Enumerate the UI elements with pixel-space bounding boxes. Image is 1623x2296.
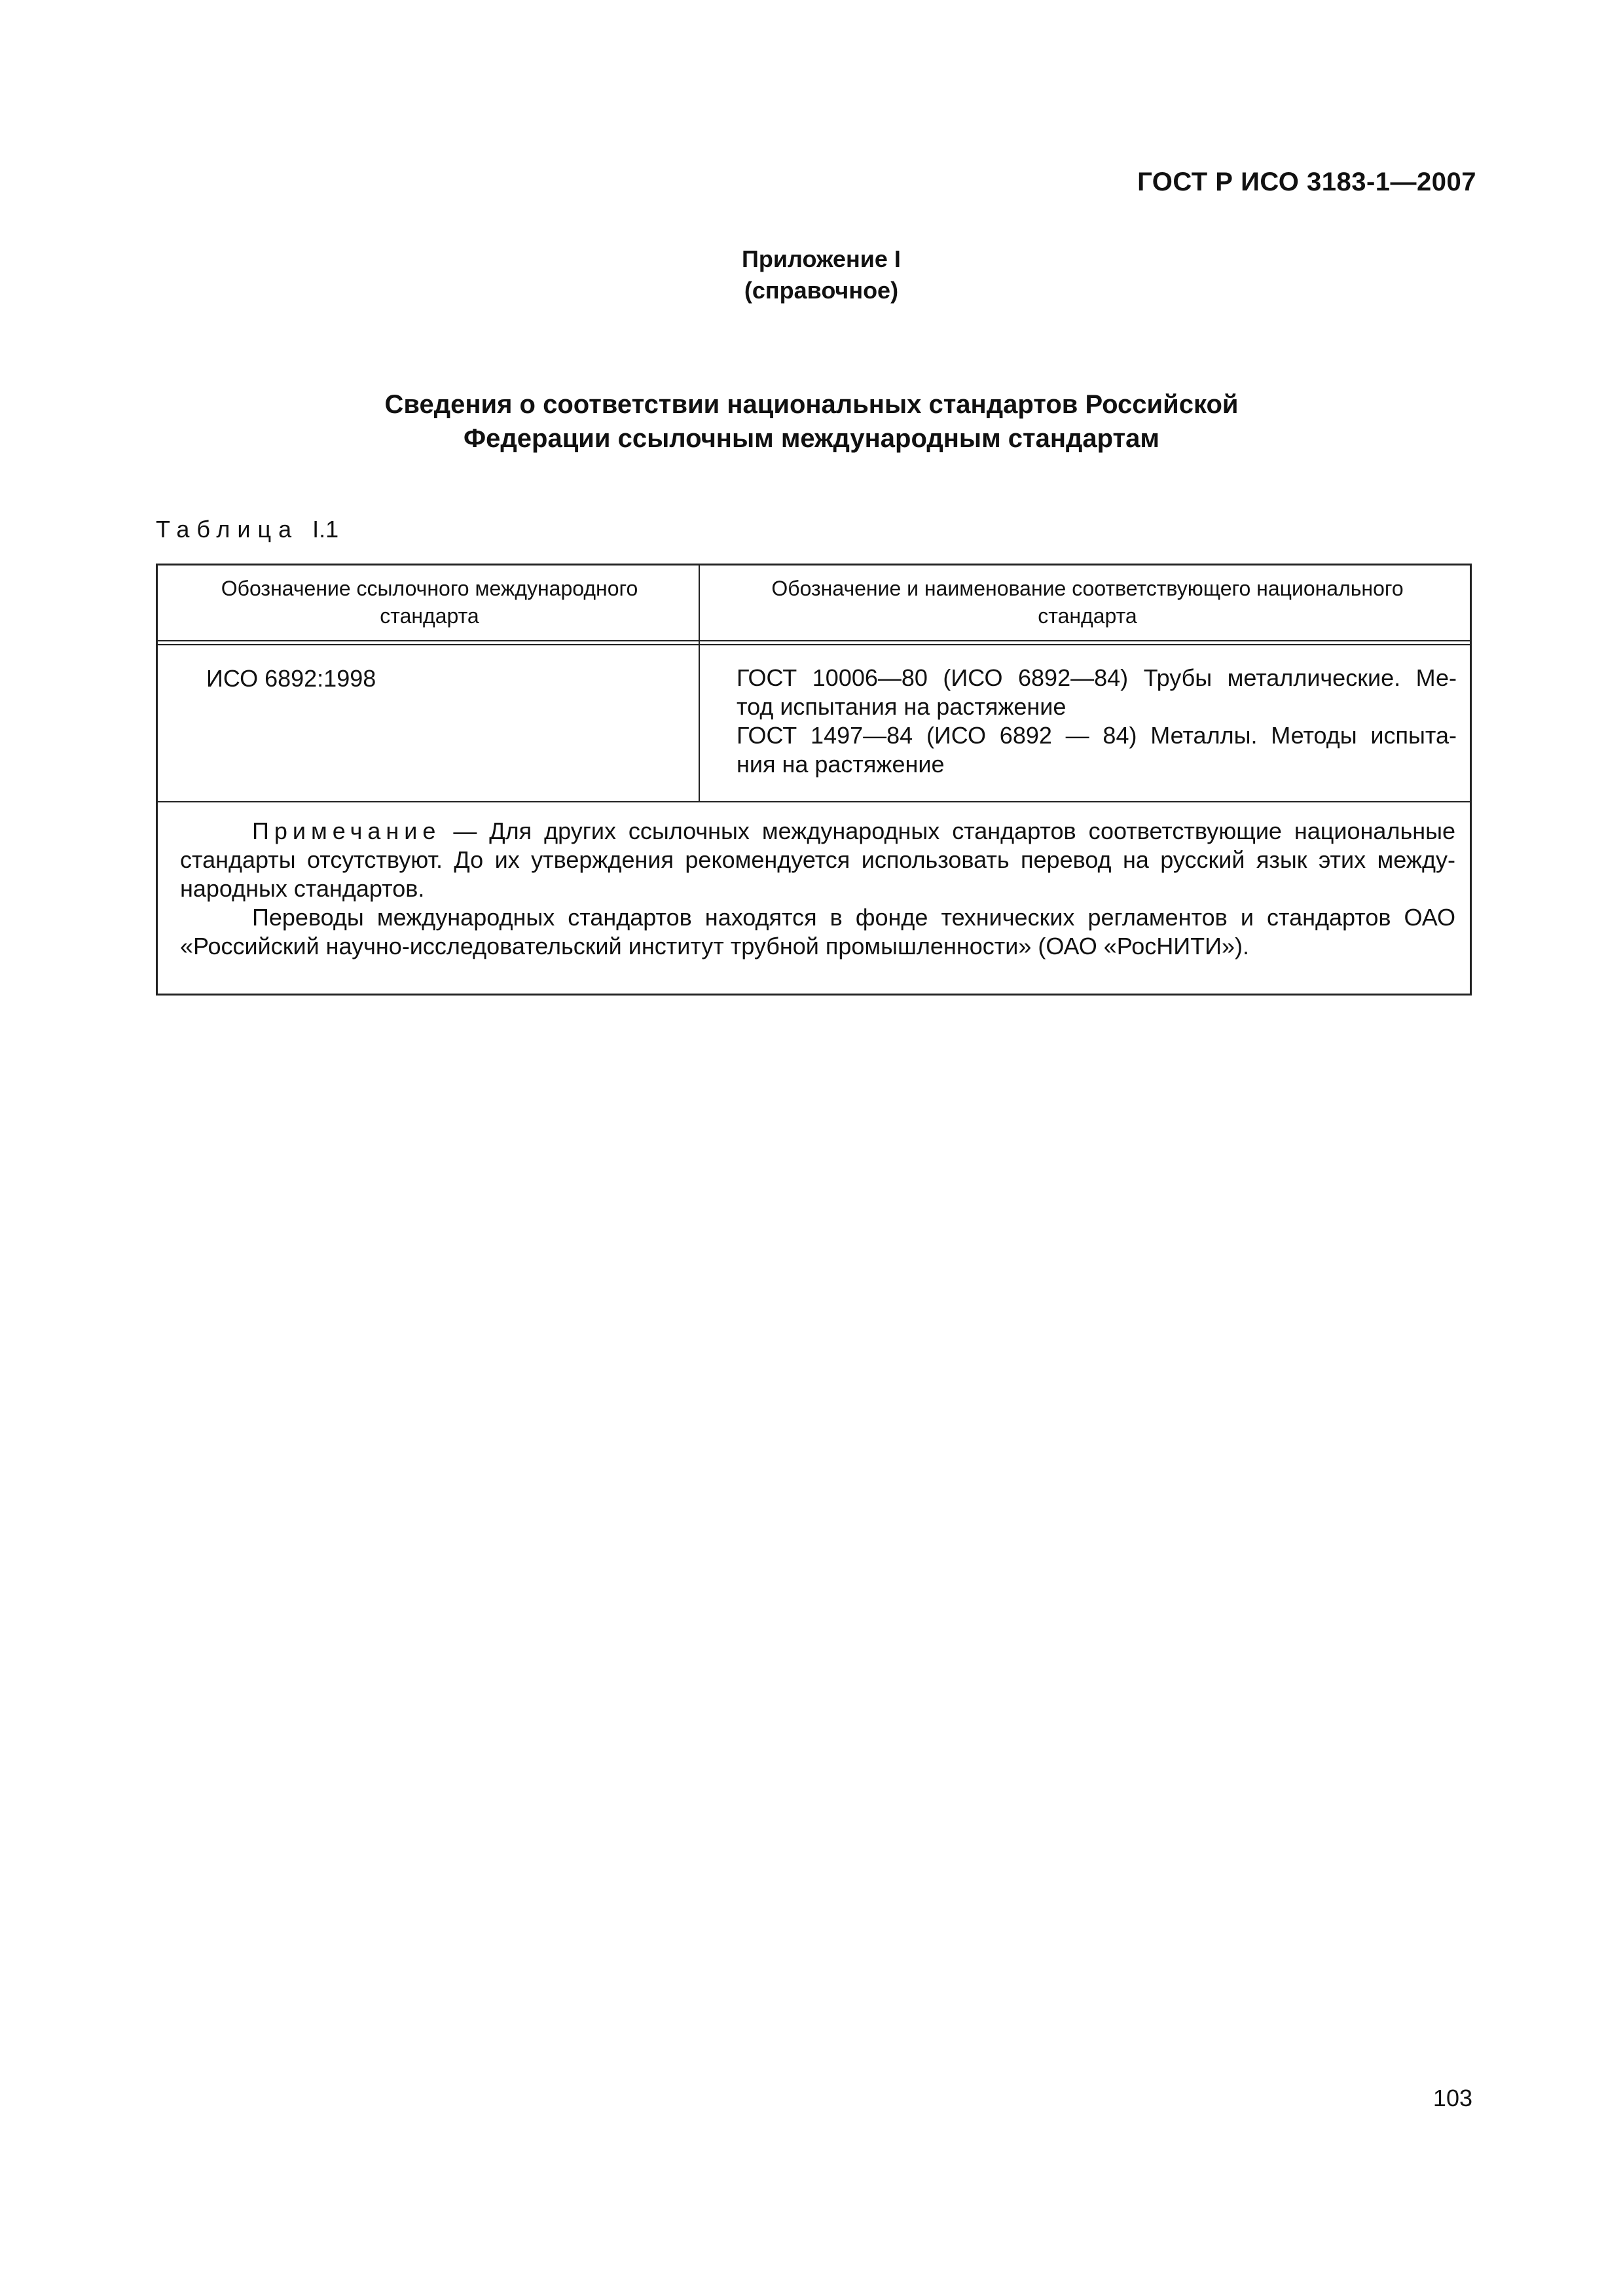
document-title [0, 387, 1623, 456]
table-caption-label: Таблица [156, 516, 299, 543]
note-label: Примечание [252, 817, 441, 844]
table-caption-number: I.1 [312, 516, 339, 543]
note-divider [158, 801, 1470, 802]
appendix-heading [0, 243, 1623, 306]
table-cell-international-standard: ИСО 6892:1998 [206, 665, 376, 692]
note-line-5: «Российский научно-исследовательский институт трубной промышленности» (ОАО «РосНИТИ»). [180, 933, 1250, 960]
appendix-title: Приложение I [742, 245, 901, 272]
note-line-4: Переводы международных стандартов находятся в фонде технических регламентов и стандартов ОАО [252, 904, 1455, 931]
standard-code-header: ГОСТ Р ИСО 3183-1—2007 [1137, 168, 1476, 196]
page-number: 103 [1432, 2085, 1472, 2111]
table-caption [156, 516, 338, 543]
header-divider [158, 640, 1470, 645]
table-note [180, 817, 1455, 961]
column-header-international-line-2: стандарта [380, 604, 479, 628]
column-header-national [721, 575, 1454, 630]
correspondence-table [156, 564, 1472, 996]
column-header-international-line-1: Обозначение ссылочного международного [221, 577, 638, 600]
note-line-2: стандарты отсутствуют. До их утверждения рекомендуется использовать перевод на русский язык этих между- [180, 846, 1455, 873]
note-line-3: народных стандартов. [180, 875, 425, 902]
appendix-subtitle: (справочное) [744, 277, 899, 304]
document-title-line-2: Федерации ссылочным международным стандартам [464, 424, 1159, 453]
column-header-national-line-1: Обозначение и наименование соответствующего национального [771, 577, 1404, 600]
table-cell-national-standards [737, 664, 1457, 779]
national-standard-line: ГОСТ 10006—80 (ИСО 6892—84) Трубы металлические. Ме- [737, 664, 1457, 691]
national-standard-line: ния на растяжение [737, 751, 945, 778]
document-title-line-1: Сведения о соответствии национальных стандартов Российской [384, 390, 1239, 419]
column-header-international [184, 575, 675, 630]
note-line-1-text: — Для других ссылочных международных стандартов соответствующие национальные [441, 817, 1455, 844]
note-line-1 [180, 817, 1455, 846]
national-standard-line: тод испытания на растяжение [737, 693, 1067, 720]
national-standard-line: ГОСТ 1497—84 (ИСО 6892 — 84) Металлы. Методы испыта- [737, 722, 1457, 749]
column-divider [699, 565, 700, 802]
column-header-national-line-2: стандарта [1038, 604, 1137, 628]
